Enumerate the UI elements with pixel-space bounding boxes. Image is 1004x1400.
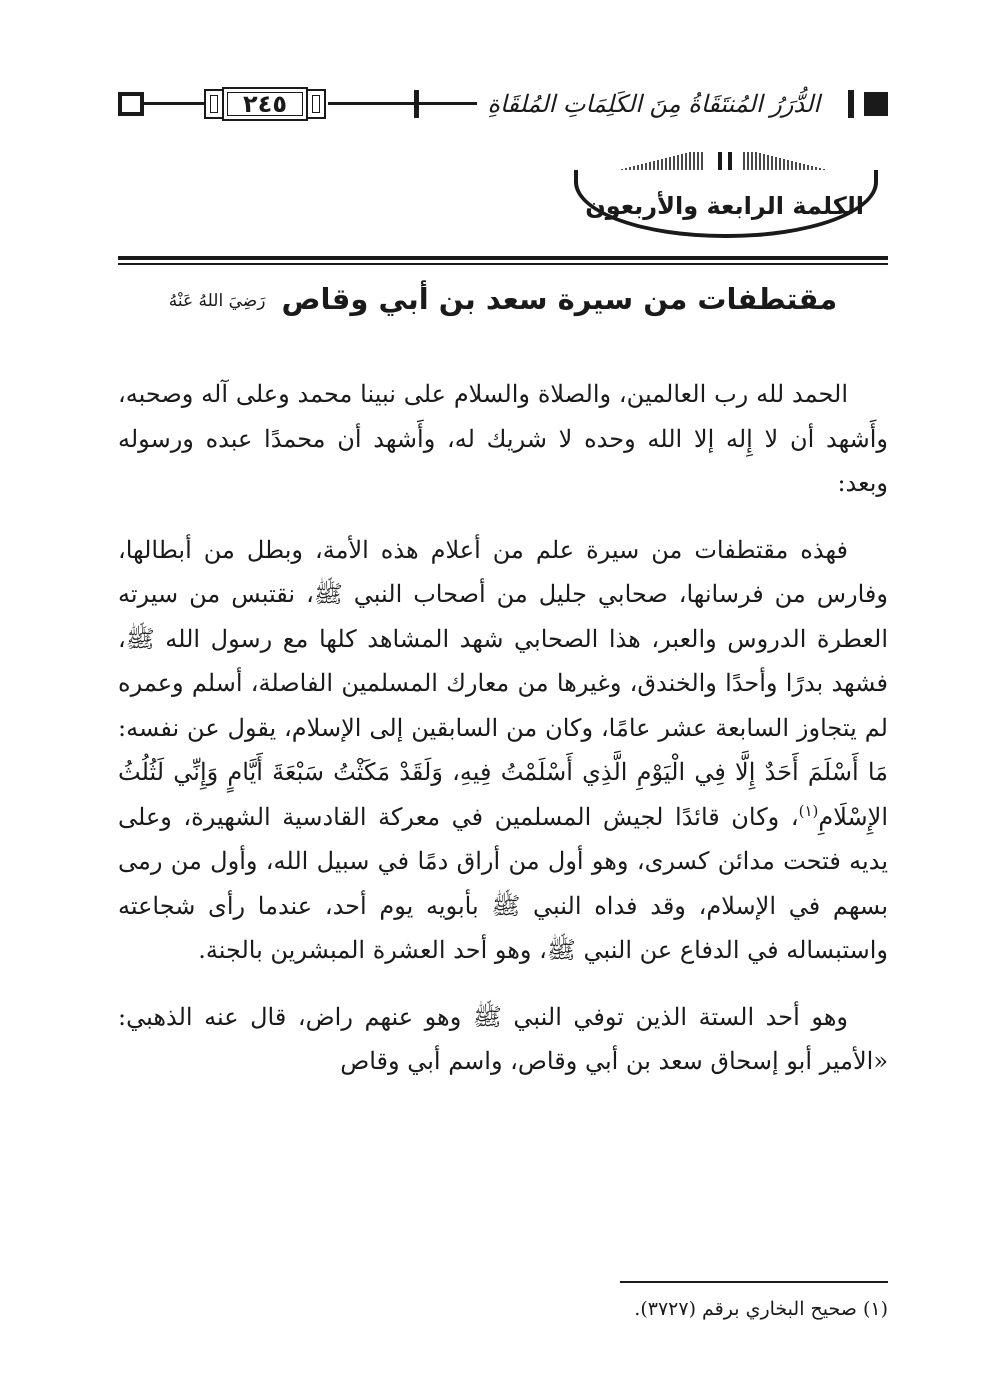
header-ornament-square-filled [864, 92, 888, 116]
running-header [118, 82, 888, 126]
article-heading [118, 282, 888, 316]
honorific-glyph: رَضِيَ اللهُ عَنْهُ [168, 291, 266, 311]
page-number: ٢٤٥ [243, 90, 287, 118]
lesson-badge [568, 150, 884, 242]
heading-rule-thin [118, 263, 888, 265]
lesson-title: الكلمة الرابعة والأربعون [585, 192, 864, 220]
body-text [118, 372, 888, 1096]
header-rule-left [144, 102, 204, 105]
paragraph-dhahabi-quote: وهو أحد الستة الذين توفي النبي ﷺ وهو عنهم راض، قال عنه الذهبي: «الأمير أبو إسحاق سعد بن أبي وقاص، واسم أبي وقاص [118, 1002, 888, 1075]
footnote-rule [620, 1281, 888, 1283]
paragraph-biography [118, 528, 888, 973]
page-number-ornament-right [306, 89, 326, 119]
header-divider-bar [414, 90, 419, 118]
book-title: الدُّرَرُ المُنتَقَاةُ مِنَ الكَلِمَاتِ المُلقَاةِ [477, 82, 830, 126]
paragraph-biography-continued: ، وكان قائدًا لجيش المسلمين في معركة القادسية الشهيرة، وعلى يديه فتحت مدائن كسرى، وهو أول من أراق دمًا في سبيل الله، وأول من رمى بسهم في الإسلام، وقد فداه النبي ﷺ بأبويه يوم أحد، عندما رأى شجاعته واستبساله في الدفاع عن النبي ﷺ، وهو أحد العشرة المبشرين بالجنة. [118, 802, 888, 964]
page-number-box [200, 85, 330, 123]
footnote: (١) صحيح البخاري برقم (٣٧٢٧). [634, 1298, 888, 1320]
paragraph-biography-text: فهذه مقتطفات من سيرة علم من أعلام هذه الأمة، وبطل من أبطالها، وفارس من فرسانها، صحابي جليل من أصحاب النبي ﷺ، نقتبس من سيرته العطرة الدروس والعبر، هذا الصحابي شهد المشاهد كلها مع رسول الله ﷺ، فشهد بدرًا وأحدًا والخندق، وغيرها من معارك المسلمين الفاصلة، أسلم وعمره لم يتجاوز السابعة عشر عامًا، وكان من السابقين إلى الإسلام، يقول عن نفسه: مَا أَسْلَمَ أَحَدٌ إِلَّا فِي الْيَوْمِ الَّذِي أَسْلَمْتُ فِيهِ، وَلَقَدْ مَكَثْتُ سَبْعَةَ أَيَّامٍ وَإِنِّي لَثُلُثُ الإِسْلَامِ [118, 535, 889, 831]
article-heading-text: مقتطفات من سيرة سعد بن أبي وقاص [281, 282, 838, 316]
page-number-ornament-left [204, 89, 224, 119]
header-ornament-square-outline [118, 92, 144, 116]
paragraph-opening: الحمد لله رب العالمين، والصلاة والسلام على نبينا محمد وعلى آله وصحبه، وأَشهد أن لا إِله إلا الله وحده لا شريك له، وأَشهد أن محمدًا عبده ورسوله وبعد: [118, 380, 888, 497]
footnote-reference[interactable]: (١) [798, 801, 819, 820]
heading-rule-thick [118, 256, 888, 260]
header-bar [848, 90, 854, 118]
